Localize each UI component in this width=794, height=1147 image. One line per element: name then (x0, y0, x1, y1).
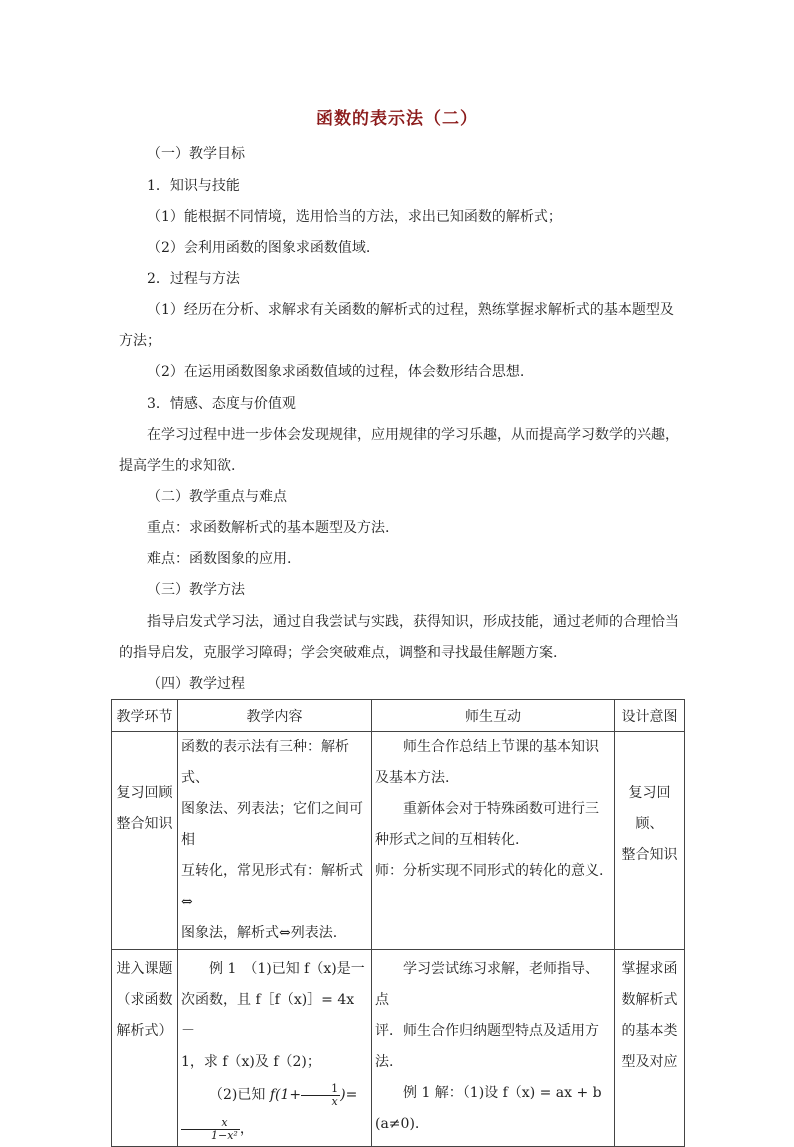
paragraph-line: 难点：函数图象的应用. (147, 551, 292, 567)
paragraph-line: （2）会利用函数的图象求函数值域. (147, 240, 371, 256)
section-heading-method: （三）教学方法 (147, 582, 245, 598)
fraction-denominator: 1−x² (211, 1128, 238, 1142)
example-line: 1，求 f（x)及 f（2)； (181, 1054, 321, 1070)
content-line: 图象法、列表法；它们之间可相 (181, 801, 363, 848)
intent-cell (615, 732, 685, 950)
fraction-x-over-1-minus-x2 (181, 1117, 240, 1142)
stage-line: （求函数 (116, 992, 173, 1008)
fraction-numerator: x (181, 1117, 240, 1130)
interaction-line: 例 1 解：（1)设 f（x) = ax + b (403, 1085, 602, 1101)
section-heading-objectives: （一）教学目标 (147, 146, 245, 162)
header-content: 教学内容 (178, 700, 372, 732)
content-line: 互转化，常见形式有：解析式⇔ (181, 863, 363, 910)
table-row (112, 732, 685, 950)
interaction-line: 师：分析实现不同形式的转化的意义. (375, 863, 604, 879)
interaction-line: 种形式之间的互相转化. (375, 832, 520, 848)
section-heading-procedure: （四）教学过程 (147, 676, 245, 692)
table-row (112, 950, 685, 1147)
header-interaction: 师生互动 (372, 700, 615, 732)
paragraph-line: 在学习过程中进一步体会发现规律，应用规律的学习乐趣，从而提高学习数学的兴趣， (147, 427, 679, 443)
intent-line: 型及对应 (621, 1054, 678, 1070)
subheading-knowledge: 1．知识与技能 (147, 178, 240, 194)
example-line: 次函数，且 f［f（x)］= 4x － (181, 992, 355, 1039)
interaction-line: 学习尝试练习求解，老师指导、点 (375, 961, 599, 1008)
section-heading-keypoints: （二）教学重点与难点 (147, 489, 287, 505)
header-intent: 设计意图 (615, 700, 685, 732)
stage-line: 解析式） (116, 1023, 173, 1039)
intent-line: 数解析式 (621, 992, 678, 1008)
page-title: 函数的表示法（二） (316, 109, 478, 129)
interaction-line: 评．师生合作归纳题型特点及适用方法. (375, 1023, 599, 1070)
interaction-line: 重新体会对于特殊函数可进行三 (403, 801, 599, 817)
formula-equals: )= (340, 1087, 358, 1103)
intent-line: 整合知识 (621, 847, 678, 863)
paragraph-line: 指导启发式学习法，通过自我尝试与实践，获得知识，形成技能，通过老师的合理恰当 (147, 614, 679, 630)
stage-line: 进入课题 (116, 961, 173, 977)
paragraph-line: 重点：求函数解析式的基本题型及方法. (147, 520, 390, 536)
stage-cell (112, 950, 178, 1147)
intent-cell (615, 950, 685, 1147)
formula-prefix: （2)已知 (209, 1087, 266, 1103)
stage-line: 复习回顾 (116, 785, 173, 801)
paragraph-line: （1）经历在分析、求解求有关函数的解析式的过程，熟练掌握求解析式的基本题型及 (147, 302, 674, 318)
table-header-row (112, 700, 685, 732)
paragraph-line: 的指导启发，克服学习障碍；学会突破难点，调整和寻找最佳解题方案. (119, 645, 558, 661)
stage-cell (112, 732, 178, 950)
subheading-process: 2．过程与方法 (147, 271, 240, 287)
paragraph-line: （1）能根据不同情境，选用恰当的方法，求出已知函数的解析式； (147, 209, 562, 225)
content-cell (178, 732, 372, 950)
interaction-line: 师生合作总结上节课的基本知识 (403, 739, 599, 755)
teaching-process-table (111, 699, 685, 1147)
subheading-attitude: 3．情感、态度与价值观 (147, 396, 296, 412)
content-cell (178, 950, 372, 1147)
interaction-line: 及基本方法. (375, 770, 450, 786)
paragraph-line: 方法； (119, 333, 161, 349)
intent-line: 的基本类 (621, 1023, 678, 1039)
interaction-cell (372, 950, 615, 1147)
fraction-numerator: 1 (301, 1083, 340, 1096)
interaction-line: (a≠0). (375, 1116, 420, 1132)
intent-line: 复习回顾、 (628, 785, 671, 832)
content-line: 图象法，解析式⇔列表法. (181, 925, 338, 941)
example-formula-line (181, 1078, 368, 1146)
intent-line: 掌握求函 (621, 961, 678, 977)
paragraph-line: （2）在运用函数图象求函数值域的过程，体会数形结合思想. (147, 364, 525, 380)
content-line: 函数的表示法有三种：解析式、 (181, 739, 349, 786)
fraction-one-over-x (301, 1083, 340, 1108)
interaction-cell (372, 732, 615, 950)
stage-line: 整合知识 (116, 816, 173, 832)
paragraph-line: 提高学生的求知欲. (119, 458, 236, 474)
example-line: 例 1 （1)已知 f（x)是一 (209, 961, 365, 977)
formula-suffix: ， (239, 1121, 254, 1137)
header-stage: 教学环节 (112, 700, 178, 732)
formula-function: f(1+ (269, 1087, 302, 1103)
fraction-denominator: x (331, 1094, 338, 1108)
